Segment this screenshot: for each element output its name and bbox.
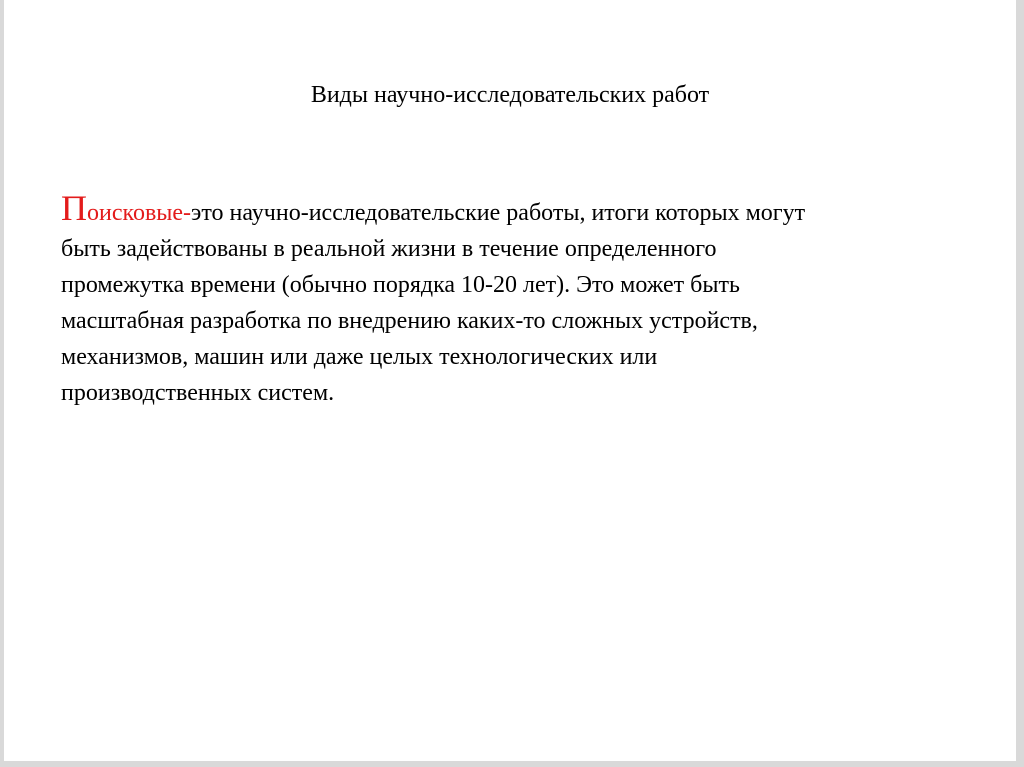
paragraph-line-2: быть задействованы в реальной жизни в течение определенного xyxy=(61,236,717,262)
term-initial-letter: П xyxy=(61,188,87,228)
definition-paragraph xyxy=(61,190,961,411)
paragraph-line-1 xyxy=(61,190,961,231)
paragraph-line-text: это научно-исследовательские работы, итоги которых могут xyxy=(191,200,806,226)
paragraph-line-3: промежутка времени (обычно порядка 10-20 лет). Это может быть xyxy=(61,272,740,298)
slide xyxy=(4,0,1016,761)
term-label: оисковые- xyxy=(87,200,192,226)
paragraph-line-6: производственных систем. xyxy=(61,380,335,406)
paragraph-line-5: механизмов, машин или даже целых технологических или xyxy=(61,344,658,370)
slide-title: Виды научно-исследовательских работ xyxy=(310,82,710,108)
paragraph-line-4: масштабная разработка по внедрению каких-то сложных устройств, xyxy=(61,308,758,334)
